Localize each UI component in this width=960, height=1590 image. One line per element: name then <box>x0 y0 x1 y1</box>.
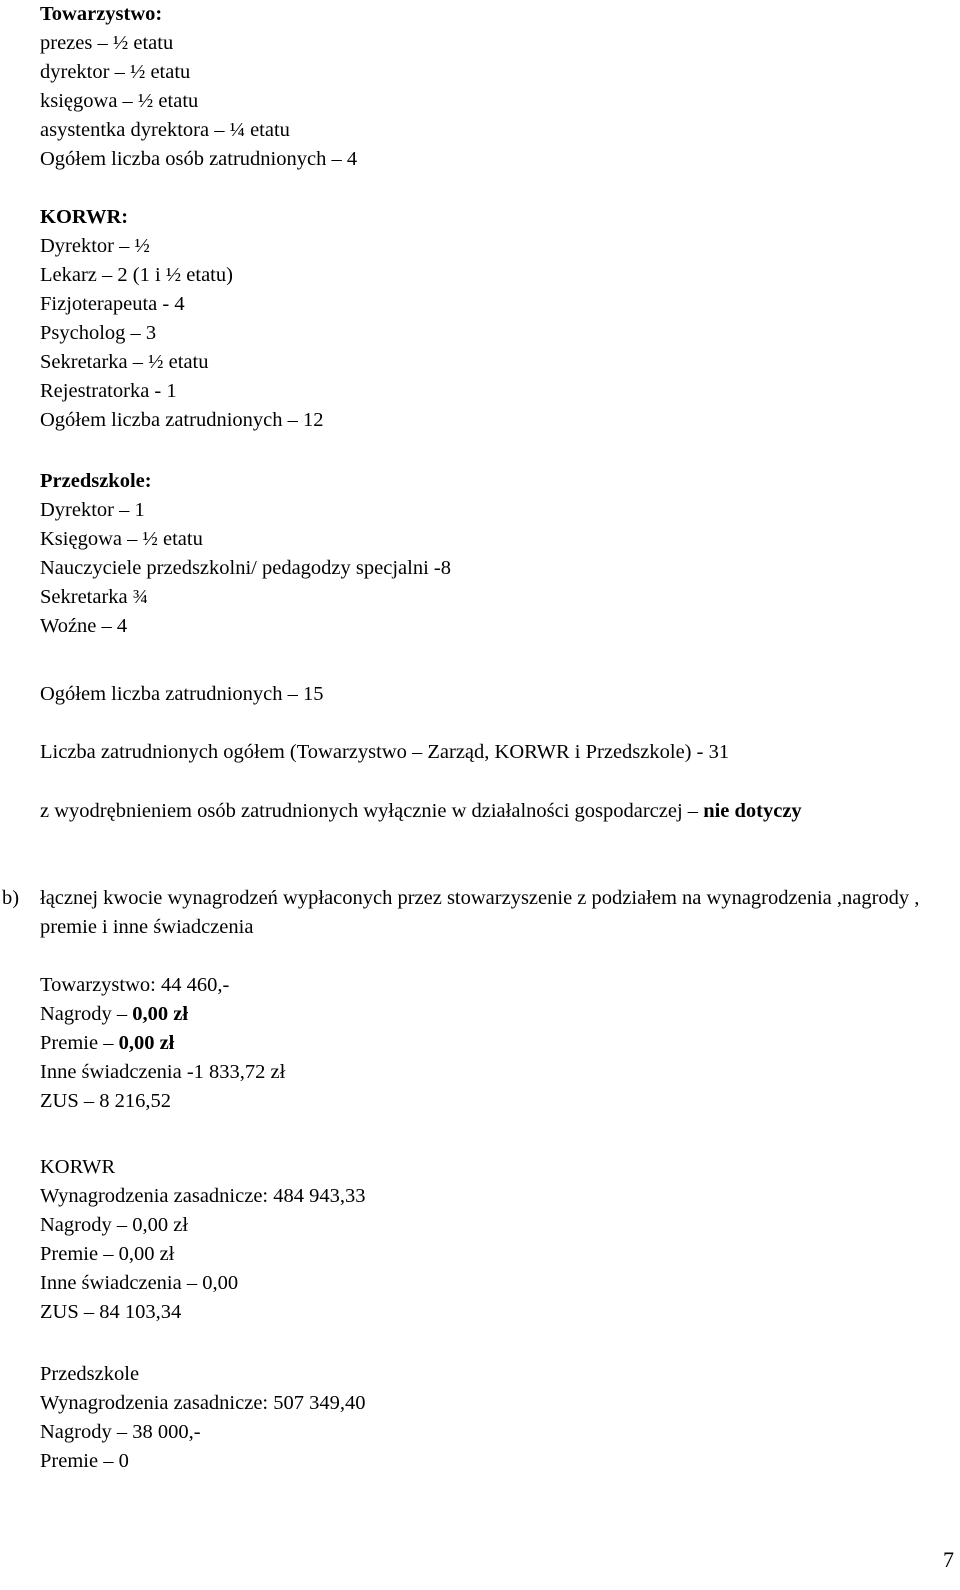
staff-line: Rejestratorka - 1 <box>40 380 177 402</box>
pay-value: 0,00 zł <box>132 1003 189 1025</box>
przedszkole-staff-section <box>40 467 451 641</box>
excluding-paragraph <box>40 797 920 826</box>
staff-line: Sekretarka – ½ etatu <box>40 351 209 373</box>
pay-line-premie <box>40 1029 285 1058</box>
section-b-text: łącznej kwocie wynagrodzeń wypłaconych przez stowarzyszenie z podziałem na wynagrodzenia ,nagrody , premie i inne świadczenia <box>40 887 920 938</box>
staff-line: asystentka dyrektora – ¼ etatu <box>40 119 290 141</box>
pay-line: ZUS – 84 103,34 <box>40 1301 182 1323</box>
list-label: b) <box>2 887 20 909</box>
pay-heading: KORWR <box>40 1156 116 1178</box>
staff-line: Psycholog – 3 <box>40 322 157 344</box>
staff-line: Woźne – 4 <box>40 615 128 637</box>
section-heading: Przedszkole: <box>40 470 152 492</box>
staff-line: Fizjoterapeuta - 4 <box>40 293 185 315</box>
pay-line: ZUS – 8 216,52 <box>40 1090 171 1112</box>
przedszkole-pay-section <box>40 1360 366 1476</box>
staff-line: Nauczyciele przedszkolni/ pedagodzy specjalni -8 <box>40 557 451 579</box>
staff-line: Księgowa – ½ etatu <box>40 528 203 550</box>
staff-line: prezes – ½ etatu <box>40 32 174 54</box>
pay-heading: Przedszkole <box>40 1363 140 1385</box>
towarzystwo-staff-section <box>40 0 357 174</box>
pay-line: Towarzystwo: 44 460,- <box>40 974 230 996</box>
staff-line: Lekarz – 2 (1 i ½ etatu) <box>40 264 233 286</box>
pay-line: Nagrody – 38 000,- <box>40 1421 201 1443</box>
excluding-text: z wyodrębnieniem osób zatrudnionych wyłącznie w działalności gospodarczej – <box>40 800 704 822</box>
pay-line: Premie – 0 <box>40 1450 129 1472</box>
korwr-staff-section <box>40 203 324 435</box>
staff-line: Sekretarka ¾ <box>40 586 149 608</box>
section-heading: KORWR: <box>40 206 129 228</box>
pay-line: Inne świadczenia – 0,00 <box>40 1272 239 1294</box>
pay-label: Premie – <box>40 1032 119 1054</box>
pay-line: Wynagrodzenia zasadnicze: 484 943,33 <box>40 1185 366 1207</box>
pay-line: Wynagrodzenia zasadnicze: 507 349,40 <box>40 1392 366 1414</box>
staff-line: księgowa – ½ etatu <box>40 90 199 112</box>
pay-line: Inne świadczenia -1 833,72 zł <box>40 1061 286 1083</box>
section-b-paragraph <box>2 884 920 942</box>
staff-total: Ogółem liczba zatrudnionych – 12 <box>40 409 324 431</box>
pay-line-nagrody <box>40 1000 285 1029</box>
total-employed: Liczba zatrudnionych ogółem (Towarzystwo – Zarząd, KORWR i Przedszkole) - 31 <box>40 741 730 763</box>
pay-value: 0,00 zł <box>118 1032 175 1054</box>
towarzystwo-pay-section <box>40 971 285 1116</box>
pay-label: Nagrody – <box>40 1003 133 1025</box>
pay-line: Premie – 0,00 zł <box>40 1243 175 1265</box>
przedszkole-staff-total: Ogółem liczba zatrudnionych – 15 <box>40 683 324 705</box>
page-number: 7 <box>943 1547 954 1572</box>
staff-line: dyrektor – ½ etatu <box>40 61 191 83</box>
section-heading: Towarzystwo: <box>40 3 163 25</box>
korwr-pay-section <box>40 1153 366 1327</box>
excluding-bold: nie dotyczy <box>703 800 802 822</box>
pay-line: Nagrody – 0,00 zł <box>40 1214 189 1236</box>
staff-total: Ogółem liczba osób zatrudnionych – 4 <box>40 148 358 170</box>
staff-line: Dyrektor – ½ <box>40 235 150 257</box>
staff-line: Dyrektor – 1 <box>40 499 145 521</box>
